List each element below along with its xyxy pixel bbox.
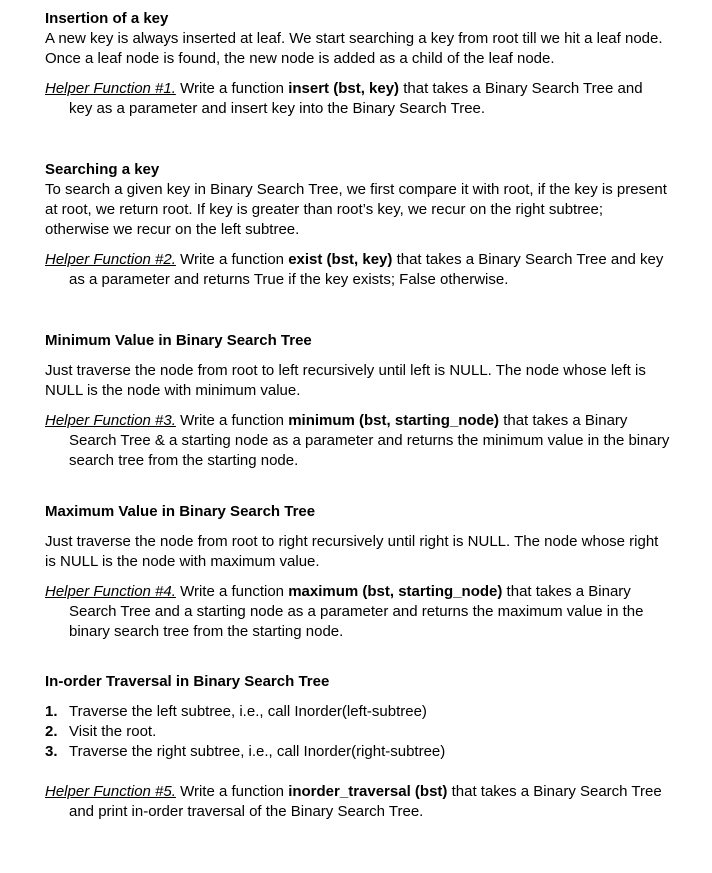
section-heading: In-order Traversal in Binary Search Tree [45,673,330,690]
helper-post: that takes a Binary Search Tree and a starting node as a parameter and returns the maximum value in the binary search tree from the starting node. [69,583,644,640]
section-insertion [45,9,670,119]
helper-label: Helper Function #1. [45,80,176,97]
step-number: 1. [45,703,58,720]
helper-function-5 [45,782,670,822]
step-number: 2. [45,723,58,740]
section-searching [45,160,670,290]
helper-func: exist (bst, key) [288,251,393,268]
list-item [45,742,670,762]
steps-list [45,702,670,762]
helper-func: insert (bst, key) [288,80,400,97]
helper-post: that takes a Binary Search Tree and print in-order traversal of the Binary Search Tree. [69,783,662,820]
helper-pre: Write a function [175,583,289,600]
section-heading: Minimum Value in Binary Search Tree [45,332,312,349]
helper-pre: Write a function [175,251,289,268]
section-body: A new key is always inserted at leaf. We start searching a key from root till we hit a leaf node. Once a leaf node is found, the new node is added as a child of the leaf node. [45,30,663,67]
helper-pre: Write a function [175,783,289,800]
section-body: Just traverse the node from root to right recursively until right is NULL. The node whose right is NULL is the node with maximum value. [45,533,659,570]
step-text: Traverse the left subtree, i.e., call Inorder(left-subtree) [69,703,427,720]
section-body: To search a given key in Binary Search Tree, we first compare it with root, if the key is present at root, we return root. If key is greater than root’s key, we recur on the right subtree; otherwise we recur on the left subtree. [45,181,667,238]
helper-label: Helper Function #3. [45,412,176,429]
helper-post: that takes a Binary Search Tree & a starting node as a parameter and returns the minimum value in the binary search tree from the starting node. [69,412,670,469]
section-heading: Maximum Value in Binary Search Tree [45,503,316,520]
section-heading: Searching a key [45,161,160,178]
helper-func: minimum (bst, starting_node) [288,412,500,429]
section-minimum [45,331,670,471]
helper-post: that takes a Binary Search Tree and key as a parameter and insert key into the Binary Search Tree. [69,80,643,117]
helper-pre: Write a function [175,80,289,97]
section-maximum [45,502,670,642]
helper-function-3 [45,411,670,471]
list-item [45,722,670,742]
helper-label: Helper Function #2. [45,251,176,268]
step-text: Traverse the right subtree, i.e., call Inorder(right-subtree) [69,743,446,760]
section-body: Just traverse the node from root to left recursively until left is NULL. The node whose left is NULL is the node with minimum value. [45,362,646,399]
helper-function-4 [45,582,670,642]
section-heading: Insertion of a key [45,10,169,27]
helper-func: inorder_traversal (bst) [288,783,448,800]
helper-label: Helper Function #4. [45,583,176,600]
section-inorder [45,672,670,822]
step-text: Visit the root. [69,723,157,740]
helper-function-1 [45,79,670,119]
helper-label: Helper Function #5. [45,783,176,800]
list-item [45,702,670,722]
helper-pre: Write a function [175,412,289,429]
helper-post: that takes a Binary Search Tree and key as a parameter and returns True if the key exists; False otherwise. [69,251,664,288]
step-number: 3. [45,743,58,760]
helper-function-2 [45,250,670,290]
helper-func: maximum (bst, starting_node) [288,583,503,600]
